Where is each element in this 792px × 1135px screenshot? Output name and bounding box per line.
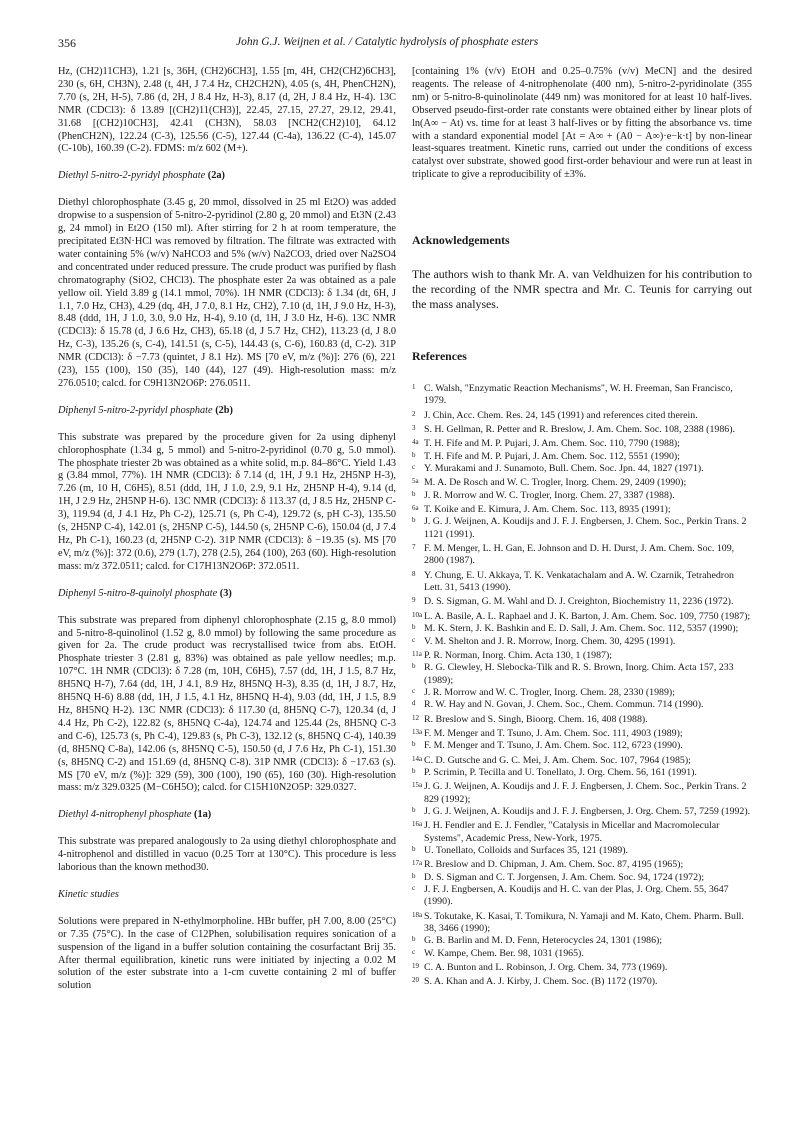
reference-number: 14a (412, 754, 423, 763)
reference-number: 12 (412, 713, 419, 722)
section-heading-2b (58, 405, 396, 418)
reference-text: D. S. Sigman and C. T. Jorgensen, J. Am. Chem. Soc. 94, 1724 (1972); (424, 871, 705, 883)
reference-text: J. H. Fendler and E. J. Fendler, "Catalysis in Micellar and Macromolecular Systems", Academic Press, New-York, 1975. (424, 820, 720, 844)
reference-number: b (412, 662, 416, 671)
reference-item (412, 859, 752, 871)
reference-text: V. M. Shelton and J. R. Morrow, Inorg. Chem. 30, 4295 (1991). (424, 635, 676, 647)
compound-number: (1a) (194, 809, 212, 821)
reference-text: W. Kampe, Chem. Ber. 98, 1031 (1965). (424, 947, 584, 959)
reference-item (412, 504, 752, 516)
reference-text: Y. Murakami and J. Sunamoto, Bull. Chem. Soc. Jpn. 44, 1827 (1971). (424, 463, 704, 475)
reference-number: 20 (412, 976, 419, 985)
running-title: John G.J. Weijnen et al. / Catalytic hydrolysis of phosphate esters (236, 36, 539, 48)
reference-number: 9 (412, 596, 416, 605)
heading-text: Diethyl 4-nitrophenyl phosphate (58, 809, 192, 821)
reference-number: b (412, 845, 416, 853)
reference-text: R. Breslow and D. Chipman, J. Am. Chem. Soc. 87, 4195 (1965); (424, 859, 684, 871)
heading-text: Diphenyl 5-nitro-8-quinolyl phosphate (58, 587, 218, 599)
reference-item (412, 611, 752, 623)
reference-item (412, 463, 752, 475)
reference-item (412, 424, 752, 436)
reference-item (412, 781, 752, 806)
reference-number: c (412, 686, 416, 695)
reference-item (412, 623, 752, 635)
reference-number: 18a (412, 910, 423, 919)
reference-text: F. M. Menger and T. Tsuno, J. Am. Chem. Soc. 111, 4903 (1989); (424, 727, 683, 739)
reference-text: J. Chin, Acc. Chem. Res. 24, 145 (1991) and references cited therein. (424, 409, 698, 421)
reference-item (412, 911, 752, 936)
reference-text: C. Walsh, "Enzymatic Reaction Mechanisms", W. H. Freeman, San Francisco, 1979. (424, 382, 733, 407)
reference-text: S. A. Khan and A. J. Kirby, J. Chem. Soc. (B) 1172 (1970). (424, 976, 658, 988)
reference-item (412, 410, 752, 422)
left-column (58, 66, 396, 1002)
reference-item (412, 872, 752, 884)
reference-item (412, 699, 752, 711)
reference-text: D. S. Sigman, G. M. Wahl and D. J. Creighton, Biochemistry 11, 2236 (1972). (424, 596, 734, 608)
reference-text: P. Scrimin, P. Tecilla and U. Tonellato, J. Org. Chem. 56, 161 (1991). (424, 766, 697, 778)
section-heading-3 (58, 588, 396, 601)
reference-text: J. G. J. Weijnen, A. Koudijs and J. F. J. Engbersen, J. Chem. Soc., Perkin Trans. 2 1121 (1991). (424, 516, 747, 540)
reference-item (412, 662, 752, 687)
reference-number: b (412, 450, 416, 459)
paragraph-1a: This substrate was prepared analogously to 2a using diethyl chlorophosphate and 4-nitrophenol and distilled in vacuo (0.25 Torr at 130°C). This procedure is less laborious than the known method30. (58, 836, 396, 874)
reference-number: 3 (412, 424, 416, 432)
reference-number: c (412, 947, 416, 956)
reference-item (412, 935, 752, 947)
reference-text: L. A. Basile, A. L. Raphael and J. K. Barton, J. Am. Chem. Soc. 109, 7750 (1987); (424, 610, 751, 622)
paragraph-kinetic: Solutions were prepared in N-ethylmorpholine. HBr buffer, pH 7.00, 8.00 (25°C) or 7.35 (75°C). In the case of C12Phen, solubilisation requires sonication of a suspension of the ligand in a buffer solution containing the cosurfactant Brij 35. After thermal equilibration, kinetic runs were initiated by injecting a 0.02 M solution of the ester substrate into a 1-cm cuvette containing 2 ml of buffer solution (58, 915, 396, 992)
paragraph-2a: Diethyl chlorophosphate (3.45 g, 20 mmol, dissolved in 25 ml Et2O) was added dropwise to a suspension of 5-nitro-2-pyridinol (2.80 g, 20 mmol) and Et3N (2.43 g, 24 mmol) in Et2O (150 ml). After stirring for 2 h at room temperature, the precipitated Et3N·HCl was removed by filtration. The filtrate was extracted with water containing 5% (w/v) NaHCO3 and 5% (w/v) Na2CO3, dried over Na2SO4 and concentrated under reduced pressure. The crude product was purified by flash chromatography (SiO2, CHCl3). The phosphate ester 2a was obtained as a pale yellow oil. Yield 3.89 g (14.1 mmol, 70%). 1H NMR (CDCl3): δ 1.34 (dt, 6H, J 1.1, 7.0 Hz, CH3), 4.29 (dq, 4H, J 7.0, 8.1 Hz, CH2), 7.10 (d, 1H, J 9.0 Hz, H-3), 8.48 (ddd, 1H, J 1.0, 3.0, 9.0 Hz, H-4), 9.10 (d, 1H, J 3.0 Hz, H-6). 13C NMR (CDCl3): δ 15.78 (d, J 6.6 Hz, CH3), 65.18 (d, J 5.7 Hz, CH2), 113.23 (d, J 8.0 Hz, C-3), 135.26 (s, C-4), 141.51 (s, C-5), 144.43 (s, C-6), 160.83 (d, C-2). 31P NMR (CDCl3): δ −7.73 (quintet, J 8.1 Hz). MS [70 eV, m/z (%)]: 276 (6), 221 (23), 155 (100), 150 (35), 140 (44), 127 (49). High-resolution mass: m/z 276.0510; calcd. for C9H13N2O6P: 276.0511. (58, 197, 396, 389)
reference-item (412, 477, 752, 489)
reference-item (412, 962, 752, 974)
reference-item (412, 570, 752, 595)
compound-number: (3) (219, 587, 232, 599)
reference-number: b (412, 805, 416, 814)
reference-text: T. H. Fife and M. P. Pujari, J. Am. Chem. Soc. 112, 5551 (1990); (424, 450, 680, 462)
section-heading-2a (58, 170, 396, 183)
reference-number: c (412, 635, 416, 644)
reference-text: J. G. J. Weijnen, A. Koudijs and J. F. J. Engbersen, J. Chem. Soc., Perkin Trans. 2 829 (1992); (424, 781, 747, 805)
reference-number: 6a (412, 504, 419, 513)
reference-number: 16a (412, 820, 423, 829)
page-header (0, 36, 792, 56)
reference-item (412, 820, 752, 845)
paragraph-kinetic-cont: [containing 1% (v/v) EtOH and 0.25–0.75% (v/v) MeCN] and the desired reagents. The release of 4-nitrophenolate (400 nm), 5-nitro-2-pyridinolate (355 nm) or 5-nitro-8-quinolinolate (449 nm) was monitored for at least 10 half-lives. Observed pseudo-first-order rate constants were obtained either by linear plots of ln(A∞ − At) vs. time for at least 3 half-lives or by fitting the absorbance vs. time with a standard exponential model [At = A∞ + (A0 − A∞)·e−k·t] by non-linear least-squares treatment. Kinetic runs, carried out under the conditions of excess catalyst over substrate, showed good first-order behaviour and were run at least in triplicate to give a reproducibility of ±3%. (412, 66, 752, 181)
compound-number: (2a) (207, 170, 225, 182)
reference-item (412, 767, 752, 779)
reference-text: T. H. Fife and M. P. Pujari, J. Am. Chem. Soc. 110, 7790 (1988); (424, 438, 680, 450)
reference-number: b (412, 871, 416, 880)
reference-text: J. R. Morrow and W. C. Trogler, Inorg. Chem. 27, 3387 (1988). (424, 489, 675, 501)
reference-number: 1 (412, 382, 416, 391)
reference-text: F. M. Menger and T. Tsuno, J. Am. Chem. Soc. 112, 6723 (1990). (424, 740, 683, 752)
references-list (412, 383, 752, 989)
paragraph-3: This substrate was prepared from diphenyl chlorophosphate (2.15 g, 8.0 mmol) and 5-nitro-8-quinolinol (1.52 g, 8.0 mmol) by following the same procedure as given for 2a. The crude product was recrystallised twice from abs. EtOH. Phosphate triester 3 (2.81 g, 83%) was obtained as pale yellow needles; m.p. 107°C. 1H NMR (CDCl3): δ 7.28 (m, 10H, C6H5), 7.57 (dd, 1H, J 1.5, 8.7 Hz, 8H5NQ H-7), 7.64 (dd, 1H, J 4.1, 8.9 Hz, 8H5NQ H-3), 8.35 (d, 1H, J 8.7, Hz, 8H5NQ H-6) 8.88 (dd, 1H, J 1.5, 4.1 Hz, 8H5NQ H-4), 9.03 (dd, 1H, J 1.5, 8.9 Hz, 8H5NQ H-2). 13C NMR (CDCl3): δ 117.30 (d, 8H5NQ C-7), 120.34 (d, J 4.4 Hz, Ph C-2), 122.82 (s, 8H5NQ C-4a), 124.74 and 125.44 (2s, 8H5NQ C-3 and C-6), 125.73 (s, Ph C-4), 129.83 (s, Ph C-3), 132.12 (s, 8H5NQ C-4), 140.39 (d, 8H5NQ C-8a), 142.06 (s, 8H5NQ C-5), 150.50 (d, J 7.6 Hz, Ph C-1), 151.30 (s, 8H5NQ C-2) and 151.69 (d, 8H5NQ C-8). 31P NMR (CDCl3): δ −17.63 (s). MS [70 eV, m/z (%)]: 329 (59), 300 (100), 190 (65), 160 (30). High-resolution mass: m/z 329.0325 (M−C6H5O); calcd. for C15H10N2O5P: 329.0327. (58, 614, 396, 794)
reference-text: M. K. Stern, J. K. Bashkin and E. D. Sall, J. Am. Chem. Soc. 112, 5357 (1990); (424, 623, 739, 635)
reference-item (412, 383, 752, 408)
reference-number: 7 (412, 543, 416, 552)
reference-item (412, 451, 752, 463)
reference-number: 17a (412, 859, 423, 868)
reference-item (412, 845, 752, 857)
heading-text: Diphenyl 5-nitro-2-pyridyl phosphate (58, 404, 213, 416)
reference-number: 19 (412, 962, 419, 971)
acknowledgements-text: The authors wish to thank Mr. A. van Veldhuizen for his contribution to the recording of the NMR spectra and Mr. C. Teunis for carrying out the mass analyses. (412, 267, 752, 312)
reference-number: 13a (412, 727, 423, 736)
reference-number: b (412, 489, 416, 498)
reference-item (412, 806, 752, 818)
section-heading-1a (58, 809, 396, 822)
reference-item (412, 543, 752, 568)
reference-text: Y. Chung, E. U. Akkaya, T. K. Venkatachalam and A. W. Czarnik, Tetrahedron Lett. 31, 5413 (1990). (424, 569, 734, 594)
reference-number: c (412, 463, 416, 472)
reference-text: R. G. Clewley, H. Slebocka-Tilk and R. S. Brown, Inorg. Chim. Acta 157, 233 (1989); (424, 662, 734, 686)
paragraph-2b: This substrate was prepared by the procedure given for 2a using diphenyl chlorophosphate (1.34 g, 5 mmol) and 5-nitro-2-pyridinol (0.70 g, 5.0 mmol). The phosphate triester 2b was obtained as a white solid, m.p. 84–86°C. Yield 1.43 g (3.84 mmol, 77%). 1H NMR (CDCl3): δ 7.14 (d, 1H, J 9.1 Hz, 2H5NP H-3), 7.26 (m, 10 H, C6H5), 8.51 (ddd, 1H, J 1.0, 2.9, 9.1 Hz, 2H5NP H-4), 9.14 (d, 1H, J 2.9 Hz, 2H5NP H-6). 13C NMR (CDCl3): δ 113.37 (d, J 8.5 Hz, 2H5NP C-3), 119.94 (d, J 4.1 Hz, Ph C-2), 125.71 (s, Ph C-4), 129.72 (s, pH C-3), 135.50 (s, 2H5NP C-4), 142.01 (s, 2H5NP C-5), 144.50 (s, 2H5NP C-6), 150.04 (d, J 7.4 Hz, Ph C-1), 160.23 (d, 2H5NP C-2). 31P NMR (CDCl3): δ −19.35 (s). MS [70 eV, m/z (%)]: 372 (0.6), 279 (1.7), 278 (2.5), 264 (100), 263 (60). High-resolution mass: m/z 372.0511; calcd. for C17H13N2O6P: 372.0511. (58, 431, 396, 572)
reference-number: d (412, 699, 416, 708)
compound-number: (2b) (215, 404, 233, 416)
reference-text: J. F. J. Engbersen, A. Koudijs and H. C. van der Plas, J. Org. Chem. 55, 3647 (1990). (424, 884, 729, 908)
reference-text: G. B. Barlin and M. D. Fenn, Heterocycles 24, 1301 (1986); (424, 935, 663, 947)
right-column (412, 66, 752, 989)
reference-item (412, 516, 752, 541)
acknowledgements-title: Acknowledgements (412, 233, 510, 248)
reference-number: c (412, 884, 416, 893)
reference-text: R. W. Hay and N. Govan, J. Chem. Soc., Chem. Commun. 714 (1990). (424, 699, 704, 711)
reference-text: M. A. De Rosch and W. C. Trogler, Inorg. Chem. 29, 2409 (1990); (424, 477, 687, 489)
reference-item (412, 948, 752, 960)
reference-item (412, 438, 752, 450)
reference-number: 5a (412, 477, 419, 486)
reference-item (412, 714, 752, 726)
reference-text: J. G. J. Weijnen, A. Koudijs and J. F. J. Engbersen, J. Org. Chem. 57, 7259 (1992). (424, 805, 751, 817)
reference-text: C. D. Gutsche and G. C. Mei, J. Am. Chem. Soc. 107, 7964 (1985); (424, 754, 691, 766)
reference-number: 4a (412, 438, 419, 447)
reference-text: T. Koike and E. Kimura, J. Am. Chem. Soc. 113, 8935 (1991); (424, 504, 671, 516)
reference-number: 15a (412, 781, 423, 790)
reference-item (412, 740, 752, 752)
reference-text: C. A. Bunton and L. Robinson, J. Org. Chem. 34, 773 (1969). (424, 962, 668, 974)
reference-text: S. Tokutake, K. Kasai, T. Tomikura, N. Yamaji and M. Kato, Chem. Pharm. Bull. 38, 3466 (1990); (424, 910, 744, 935)
reference-text: F. M. Menger, L. H. Gan, E. Johnson and D. H. Durst, J. Am. Chem. Soc. 109, 2800 (1987). (424, 543, 735, 567)
reference-number: b (412, 740, 416, 749)
reference-number: b (412, 935, 416, 944)
reference-item (412, 650, 752, 662)
reference-number: b (412, 623, 416, 632)
reference-number: b (412, 516, 416, 525)
reference-number: 2 (412, 409, 416, 418)
reference-item (412, 596, 752, 608)
reference-item (412, 884, 752, 909)
reference-number: 11a (412, 649, 422, 658)
heading-text: Diethyl 5-nitro-2-pyridyl phosphate (58, 170, 206, 182)
reference-text: U. Tonellato, Colloids and Surfaces 35, 121 (1989). (424, 845, 629, 856)
page-number: 356 (58, 36, 76, 50)
references-title: References (412, 349, 467, 364)
reference-item (412, 490, 752, 502)
reference-number: 8 (412, 569, 416, 578)
reference-number: 10a (412, 610, 423, 619)
reference-text: S. H. Gellman, R. Petter and R. Breslow, J. Am. Chem. Soc. 108, 2388 (1986). (424, 424, 735, 435)
reference-item (412, 976, 752, 988)
section-heading-kinetic: Kinetic studies (58, 888, 119, 900)
reference-text: J. R. Morrow and W. C. Trogler, Inorg. Chem. 28, 2330 (1989); (424, 686, 675, 698)
reference-text: P. R. Norman, Inorg. Chim. Acta 130, 1 (1987); (424, 649, 612, 661)
reference-item (412, 728, 752, 740)
reference-item (412, 636, 752, 648)
reference-item (412, 687, 752, 699)
nmr-data-paragraph: Hz, (CH2)11CH3), 1.21 [s, 36H, (CH2)6CH3], 1.55 [m, 4H, CH2(CH2)6CH3], 230 (s, 6H, CH3N), 2.48 (t, 4H, J 7.4 Hz, CH2CH2N), 4.05 (s, 4H, PhenCH2N), 7.70 (s, 2H, H-5), 7.86 (d, 2H, J 8.4 Hz, H-3), 8.17 (d, 2H, J 8.4 Hz, H-4). 13C NMR (CDCl3): δ 13.89 [(CH2)11(CH3)], 22.45, 27.15, 27.27, 29.12, 29.41, 31.68 [(CH2)10CH3], 42.41 (CH3N), 58.03 [NCH2(CH2)10], 64.12 (PhenCH2N), 122.24 (C-3), 125.56 (C-5), 127.44 (C-4a), 136.22 (C-4), 145.07 (C-10b), 160.39 (C-2). FDMS: m/z 602 (M+). (58, 66, 396, 155)
reference-item (412, 755, 752, 767)
reference-text: R. Breslow and S. Singh, Bioorg. Chem. 16, 408 (1988). (424, 713, 648, 725)
reference-number: b (412, 766, 416, 775)
